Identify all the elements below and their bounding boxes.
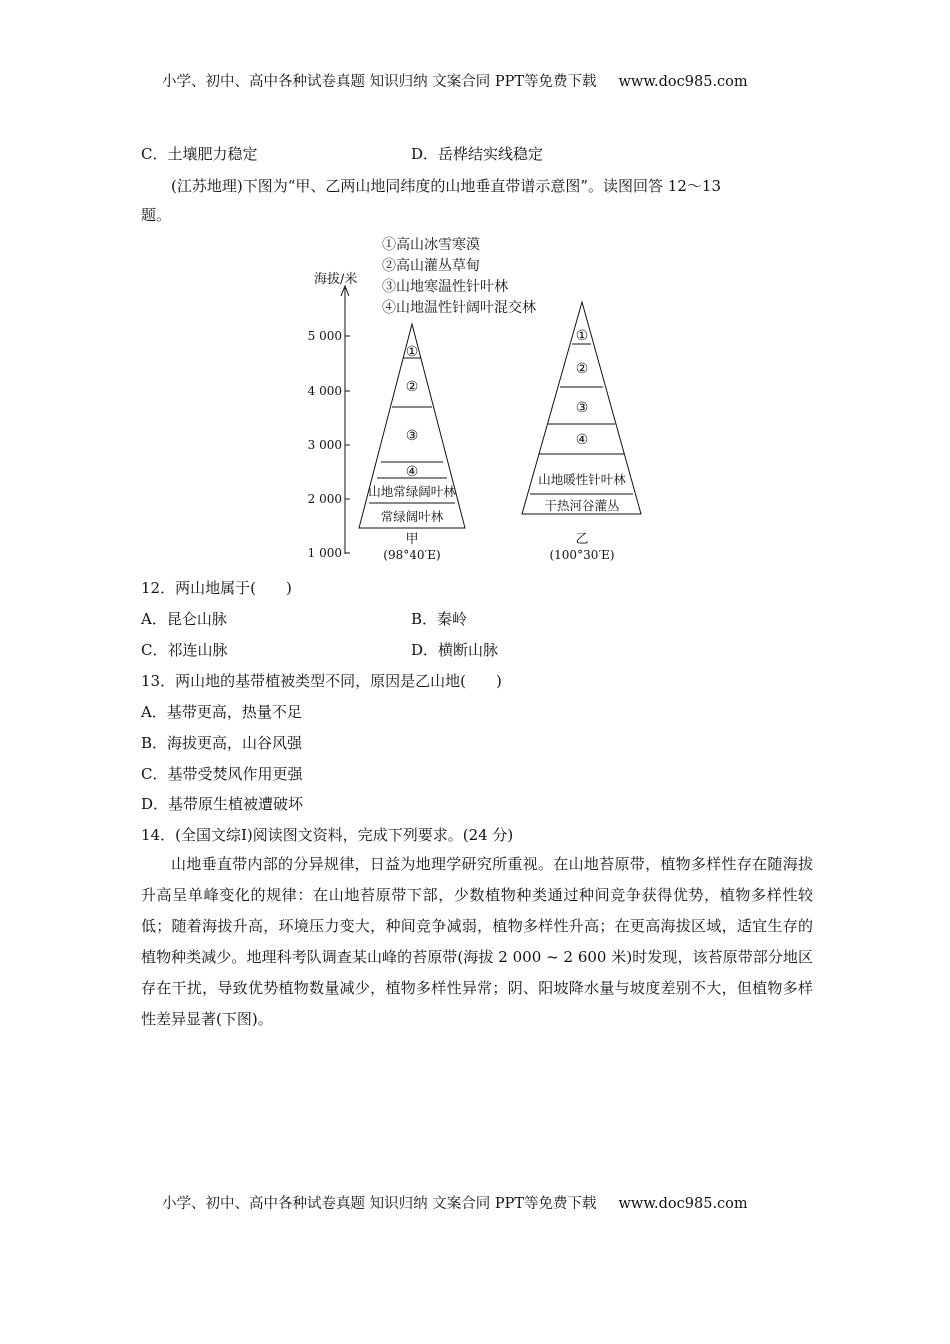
q12-option-a: A．昆仑山脉 bbox=[141, 610, 227, 628]
mountain-a-band-5: 山地常绿阔叶林 bbox=[368, 484, 456, 499]
q12-options-row-2 bbox=[141, 640, 499, 660]
q12-option-d: D．横断山脉 bbox=[411, 641, 499, 659]
header-site[interactable]: www.doc985.com bbox=[618, 74, 748, 90]
y-axis-title: 海拔/米 bbox=[314, 272, 358, 287]
mountain-b-band-6: 干热河谷灌丛 bbox=[544, 498, 620, 513]
mountain-a-name: 甲 bbox=[405, 532, 419, 547]
q13-option-a: A．基带更高，热量不足 bbox=[141, 703, 302, 721]
option-c: C．土壤肥力稳定 bbox=[141, 145, 258, 163]
legend-item-1: ①高山冰雪寒漠 bbox=[382, 237, 480, 253]
header-text: 小学、初中、高中各种试卷真题 知识归纳 文案合同 PPT等免费下载 bbox=[162, 74, 597, 90]
y-ticks bbox=[345, 336, 350, 553]
q13-option-c: C．基带受焚风作用更强 bbox=[141, 765, 303, 783]
option-d: D．岳桦结实线稳定 bbox=[411, 145, 544, 163]
mountain-a-band-6: 常绿阔叶林 bbox=[380, 509, 444, 524]
mountain-b-band-3: ③ bbox=[575, 400, 589, 416]
mountain-a-band-3: ③ bbox=[405, 428, 419, 444]
vertical-zonation-figure bbox=[300, 230, 660, 570]
q12-option-b: B．秦岭 bbox=[411, 610, 468, 628]
q14-stem: 14．(全国文综Ⅰ)阅读图文资料，完成下列要求。(24 分) bbox=[141, 826, 514, 844]
footer-text: 小学、初中、高中各种试卷真题 知识归纳 文案合同 PPT等免费下载 bbox=[162, 1196, 597, 1212]
footer-site[interactable]: www.doc985.com bbox=[618, 1196, 748, 1212]
mountain-b-band-1: ① bbox=[575, 328, 589, 344]
y-tick-label: 4 000 bbox=[307, 384, 342, 398]
q13-option-d: D．基带原生植被遭破坏 bbox=[141, 795, 304, 813]
y-tick-label: 3 000 bbox=[307, 438, 342, 452]
mountain-b-band-5: 山地暖性针叶林 bbox=[538, 472, 626, 487]
mountain-a-longitude: (98°40′E) bbox=[383, 548, 441, 562]
q12-option-c: C．祁连山脉 bbox=[141, 641, 228, 659]
y-tick-label: 5 000 bbox=[307, 329, 342, 343]
mountain-b-longitude: (100°30′E) bbox=[549, 548, 615, 562]
q12-options-row-1 bbox=[141, 609, 468, 629]
mountain-b-band-2: ② bbox=[575, 361, 589, 377]
prev-options-row bbox=[141, 144, 544, 164]
mountain-a-band-1: ① bbox=[405, 344, 419, 360]
legend-item-4: ④山地温性针阔叶混交林 bbox=[382, 300, 536, 316]
page-footer bbox=[162, 1192, 748, 1213]
mountain-a-band-4: ④ bbox=[405, 464, 419, 480]
mountain-b-band-4: ④ bbox=[575, 432, 589, 448]
intro-line-1: (江苏地理)下图为“甲、乙两山地同纬度的山地垂直带谱示意图”。读图回答 12～13 bbox=[171, 177, 721, 195]
y-tick-label: 2 000 bbox=[307, 492, 342, 506]
page-header bbox=[162, 70, 748, 91]
q13-stem: 13．两山地的基带植被类型不同，原因是乙山地( ) bbox=[141, 672, 502, 690]
mountain-b-name: 乙 bbox=[575, 532, 589, 547]
legend-item-3: ③山地寒温性针叶林 bbox=[382, 279, 508, 295]
legend-item-2: ②高山灌丛草甸 bbox=[382, 258, 480, 274]
q12-stem: 12．两山地属于( ) bbox=[141, 579, 292, 597]
y-tick-label: 1 000 bbox=[307, 546, 342, 560]
q14-passage: 山地垂直带内部的分异规律，日益为地理学研究所重视。在山地苔原带，植物多样性存在随海拔升高呈单峰变化的规律：在山地苔原带下部，少数植物种类通过种间竞争获得优势，植物多样性较低；随着海拔升高，环境压力变大，种间竞争减弱，植物多样性升高；在更高海拔区域，适宜生存的植物种类减少。地理科考队调查某山峰的苔原带(海拔 2 000 ~ 2 600 米)时发现，该苔原带部分地区存在干扰，导致优势植物数量减少，植物多样性异常；阴、阳坡降水量与坡度差别不大，但植物多样性差异显著(下图)。 bbox=[141, 855, 813, 1028]
q13-option-b: B．海拔更高，山谷风强 bbox=[141, 734, 303, 752]
intro-line-2: 题。 bbox=[141, 206, 172, 224]
mountain-a-band-2: ② bbox=[405, 379, 419, 395]
